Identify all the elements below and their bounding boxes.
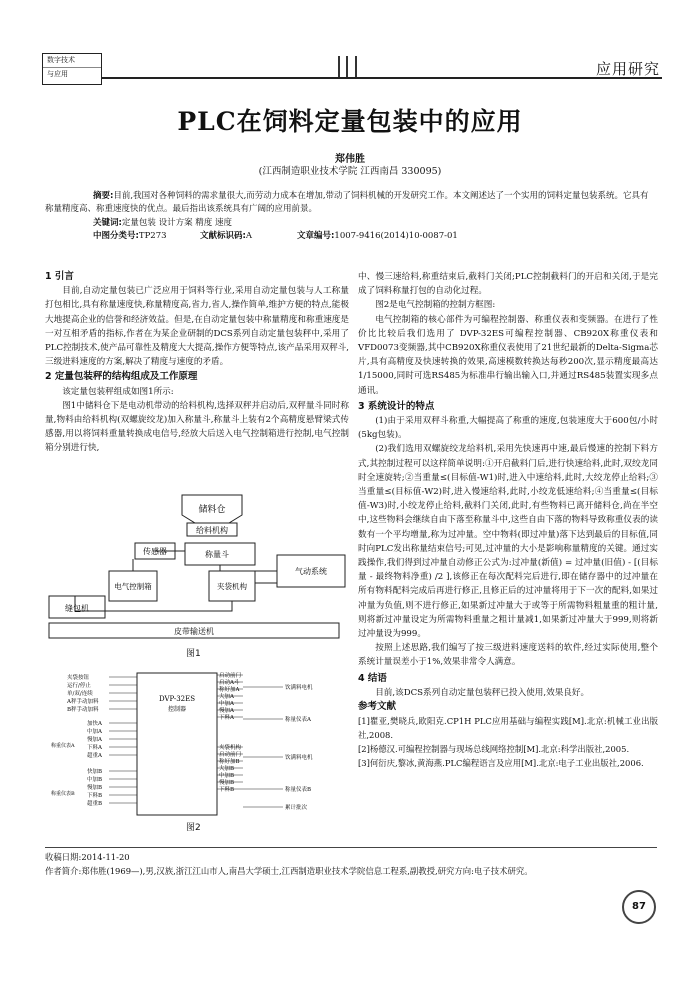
clc-label: 中图分类号: bbox=[93, 231, 139, 241]
output-label: 中加B bbox=[219, 773, 235, 779]
abstract-label: 摘要: bbox=[93, 191, 114, 201]
section-4-title: 4 结语 bbox=[358, 672, 387, 684]
continued-paragraph: 中、慢三速给料,称重结束后,截料门关闭;PLC控制截料门的开启和关闭,于是完成了饲料称量打包的自动化过程。 bbox=[358, 272, 658, 297]
label-hopper: 称量斗 bbox=[205, 550, 229, 559]
input-label: B秤手动加料 bbox=[67, 707, 99, 713]
input-b-label: 超重B bbox=[87, 801, 103, 807]
doc-code-value: A bbox=[245, 231, 253, 241]
figure-2-caption: 图2 bbox=[186, 823, 201, 833]
input-a-label: 超重A bbox=[87, 753, 102, 759]
received-date: 收稿日期:2014-11-20 bbox=[45, 852, 130, 862]
doc-code-label: 文献标识码: bbox=[200, 231, 246, 241]
label-pneumatic: 气动系统 bbox=[295, 567, 327, 576]
section-1-title: 1 引言 bbox=[45, 271, 74, 282]
article-number-label: 文章编号: bbox=[297, 231, 335, 241]
section-2-paragraph-2: 图1中储料仓下是电动机带动的给料机构,选择双秤并启动后,双秤量斗同时称量,物料由给料机构(双螺旋绞龙)加入称量斗,称量斗上装有2个高精度悬臂梁式传感器,用以将饲料重量转换成电信号,经放大后送入电气控制箱进行控制,电气控制箱分别进行快, bbox=[45, 400, 349, 454]
label-bagger: 缝包机 bbox=[65, 604, 89, 613]
output-label: 启动前门 bbox=[219, 673, 242, 679]
input-label: A秤手动加料 bbox=[67, 699, 99, 705]
input-b-label: 下料B bbox=[87, 793, 103, 799]
keywords-text: 定量包装 设计方案 精度 速度 bbox=[121, 218, 233, 228]
input-label: 运行/停止 bbox=[67, 683, 91, 689]
input-group-a: 称重仪表A bbox=[51, 743, 75, 749]
controller-label: 控制器 bbox=[167, 706, 187, 713]
doc-code bbox=[200, 229, 252, 241]
label-conveyor: 皮带输送机 bbox=[174, 627, 214, 636]
input-b-label: 慢加B bbox=[87, 785, 103, 791]
page-number: 87 bbox=[622, 890, 656, 924]
output-label: 大加B bbox=[219, 766, 235, 772]
input-a-label: 中加A bbox=[87, 729, 102, 735]
input-b-label: 快加B bbox=[87, 769, 103, 775]
figure-2-intro: 图2是电气控制箱的控制方框图: bbox=[375, 300, 496, 311]
label-feeder: 给料机构 bbox=[196, 526, 228, 535]
section-4-paragraph: 目前,该DCS系列自动定量包装秤已投入使用,效果良好。 bbox=[375, 687, 590, 698]
figure-2-outputs bbox=[217, 671, 313, 811]
output-label: 下料B bbox=[219, 787, 235, 793]
section-3-title: 3 系统设计的特点 bbox=[358, 400, 435, 412]
journal-logo-box bbox=[42, 53, 102, 85]
label-sensor: 传感器 bbox=[143, 547, 167, 556]
section-3-paragraph-2: (2)我们选用双螺旋绞龙给料机,采用先快速再中速,最后慢速的控制下料方式,其控制过程可以这样简单说明:①开启截料门后,进行快速给料,此时,双绞龙同时全速旋转;②当重量≤(目标值-W1)时,进入中速给料,此时,大绞龙停止给料;③当重量≤(目标值-W2)时,进入慢速给料,此时,小绞龙低速给料;④当重量≤(目标值-W3)时,小绞龙停止给料,截料门关闭,此时,有些物料已离开储料仓,尚在半空中,这些物料会继续自由下落至称量斗中,这些自由下落的物料导致称重仪表的读数有一个平均增量,称为过冲量。空中物料(即过冲量)落下达到最后的目标值,同时向PLC发出称量结束信号;可见,过冲量的大小是影响称量精度的关键。通过实践操作,我们得到过冲量自动修正公式为:过冲量(新值) = 过冲量(旧值) - [(目标量 - 最终物料净重) /2 ],该修正在每次配料完后进行,即在储存器中的过冲量在所有物料配料完成后再进行修正,且修正后的过冲量将用于下一次的配料,如果过冲量为负值,则不进行修正,如果新过冲量大于或等于所需物料粗量重的粗计量,则将新过冲量设定为所需物料重量之粗计量减1,如果新过冲量大于999,则将新过冲量设为999。 bbox=[358, 444, 658, 640]
controller-model: DVP-32ES bbox=[158, 695, 196, 703]
label-control-box: 电气控制箱 bbox=[114, 582, 152, 591]
reference-item: [1]瞿亚,樊晓兵,欧阳克.CP1H PLC应用基础与编程实践[M].北京:机械工业出版社,2008. bbox=[358, 716, 658, 741]
output-label: 大加A bbox=[219, 694, 234, 700]
output-device-label: 称量仪表B bbox=[285, 787, 312, 793]
journal-logo-line1: 数字技术 bbox=[43, 54, 101, 68]
figure-2-diagram bbox=[47, 669, 351, 819]
output-label: 慢加B bbox=[219, 780, 235, 786]
figure-1-caption: 图1 bbox=[186, 649, 201, 659]
control-paragraph: 电气控制箱的核心部件为可编程控制器、称重仪表和变频器。在进行了性价比比较后我们选用了 DVP-32ES可编程控制器、CB920X称重仪表和VFD0073变频器,其中CB920X称重仪表使用了21世纪最新的Delta-Sigma芯片,具有高精度及快速转换的效果,高速模数转换达每秒200次,显示精度最高达1/15000,同时可选RS485为标准串行输出输入口,并通过RS485装置实现多点通讯。 bbox=[358, 314, 658, 396]
section-2-paragraph-1: 该定量包装秤组成如图1所示: bbox=[62, 386, 174, 397]
article-number bbox=[297, 229, 458, 241]
author-bio: 作者简介:郑伟胜(1969—),男,汉族,浙江江山市人,南昌大学硕士,江西制造职业技术学院信息工程系,副教授,研究方向:电子技术研究。 bbox=[45, 866, 533, 876]
input-label: 单/双/连续 bbox=[67, 691, 93, 697]
input-a-label: 加快A bbox=[87, 721, 102, 727]
output-device-label: 饮满料电机 bbox=[285, 755, 313, 761]
section-1-paragraph: 目前,自动定量包装已广泛应用于饲料等行业,采用自动定量包装与人工称量打包相比,具有称量速度快,称量精度高,省力,省人,操作简单,维护方便的特点,能极大地提高企业的信誉和经济效益。但是,在自动定量包装中称量精度和称重速度是一对互相矛盾的指标,作者在为某企业研制的DCS系列自动定量包装秤中,采用了PLC控制技术,使产品可靠性及精度大大提高,操作方便等特点,该产品采用双秤斗,三级进料速度的方案,解决了精度与速度的矛盾。 bbox=[45, 286, 349, 368]
section-2-title: 2 定量包装秤的结构组成及工作原理 bbox=[45, 371, 198, 383]
label-clamp: 夹袋机构 bbox=[217, 582, 247, 591]
keywords-label: 关键词: bbox=[93, 218, 122, 228]
paper-title: PLC在饲料定量包装中的应用 bbox=[177, 107, 523, 136]
references-title: 参考文献 bbox=[358, 701, 397, 713]
figure-1-diagram bbox=[47, 493, 351, 640]
reference-item: [3]何衍庆,黎冰,黄海燕.PLC编程语言及应用[M].北京:电子工业出版社,2006. bbox=[358, 758, 644, 769]
output-device-label: 饮满料电机 bbox=[285, 685, 313, 691]
abstract bbox=[45, 190, 657, 216]
clc-value: TP273 bbox=[138, 231, 167, 241]
input-a-label: 下料A bbox=[87, 745, 102, 751]
output-label: 启动前门 bbox=[219, 752, 242, 758]
paper-affiliation: (江西制造职业技术学院 江西南昌 330095) bbox=[258, 166, 442, 177]
keywords bbox=[93, 216, 232, 228]
reference-item: [2]杨德汉.可编程控制器与现场总线网络控制[M].北京:科学出版社,2005. bbox=[358, 744, 630, 755]
figure-2-inputs bbox=[66, 673, 137, 807]
input-a-label: 慢加A bbox=[87, 737, 102, 743]
section-3-paragraph-1: (1)由于采用双秤斗称重,大幅提高了称重的速度,包装速度大于600包/小时(5kg包装)。 bbox=[358, 416, 658, 441]
label-silo: 储料仓 bbox=[198, 505, 226, 515]
output-label: 称好加A bbox=[219, 687, 240, 693]
clc-number bbox=[93, 229, 167, 241]
section-3-paragraph-3: 按照上述思路,我们编写了按三级进料速度送料的软件,经过实际使用,整个系统计量误差小于1%,效果非常令人满意。 bbox=[358, 643, 658, 668]
output-label: 启动A斗 bbox=[219, 680, 240, 686]
footer-rule bbox=[45, 847, 657, 848]
abstract-text: 目前,我国对各种饲料的需求量很大,而劳动力成本在增加,带动了饲料机械的开发研究工作。本文阐述达了一个实用的饲料定量包装系统。它具有称量精度高、称重速度快的优点。最后指出该系统具有广阔的应用前景。 bbox=[45, 191, 649, 214]
output-device-label: 称量仪表A bbox=[285, 717, 311, 723]
paper-author: 郑伟胜 bbox=[335, 154, 365, 165]
right-column bbox=[358, 270, 658, 770]
section-heading: 应用研究 bbox=[595, 60, 660, 78]
output-label: 中加A bbox=[219, 701, 234, 707]
journal-logo-line2: 与应用 bbox=[47, 70, 68, 78]
left-column bbox=[45, 270, 349, 456]
references-list bbox=[358, 714, 658, 770]
output-label: 夹袋机构 bbox=[219, 745, 242, 751]
input-label: 夹袋按钮 bbox=[67, 675, 90, 681]
output-label: 慢加A bbox=[219, 708, 234, 714]
output-device-label: 累计批次 bbox=[285, 805, 308, 811]
output-label: 称好加B bbox=[219, 759, 240, 765]
output-label: 下料A bbox=[219, 715, 234, 721]
input-group-b: 称重仪表B bbox=[51, 791, 75, 797]
header-rule bbox=[102, 77, 662, 79]
article-number-value: 1007-9416(2014)10-0087-01 bbox=[334, 231, 458, 241]
input-b-label: 中加B bbox=[87, 777, 103, 783]
